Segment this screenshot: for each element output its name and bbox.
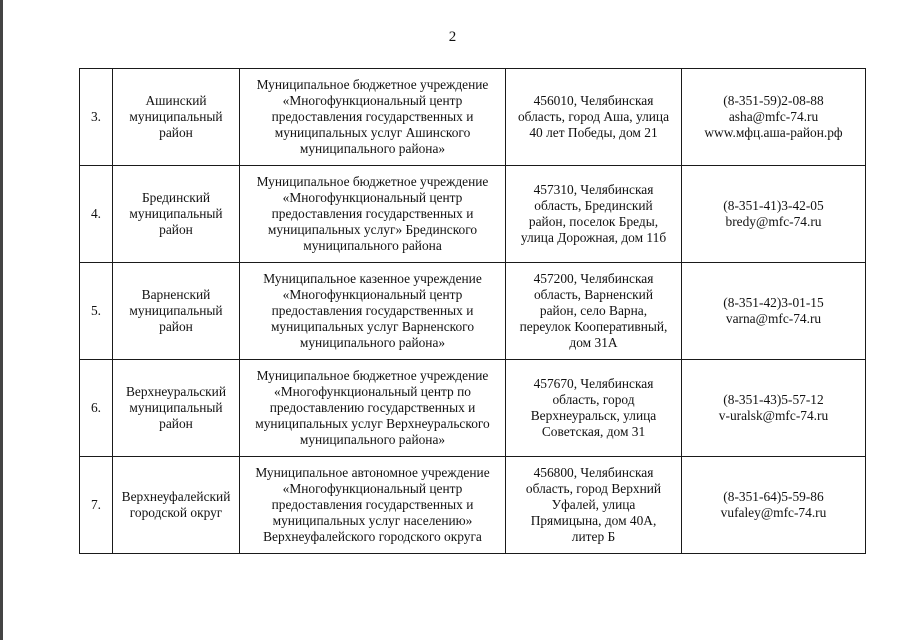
contacts-line: asha@mfc-74.ru: [728, 109, 819, 124]
address-line: литер Б: [571, 529, 616, 544]
organization-line: «Многофункциональный центр: [282, 481, 463, 496]
organization-cell: [240, 457, 506, 554]
district-line: Ашинский: [145, 93, 207, 108]
organization-cell: [240, 166, 506, 263]
organization-line: «Многофункциональный центр: [282, 190, 463, 205]
row-number-cell: 4.: [80, 166, 113, 263]
address-line: 456010, Челябинская: [533, 93, 654, 108]
organization-line: муниципальных услуг» Брединского: [267, 222, 478, 237]
organization-line: предоставлению государственных и: [269, 400, 476, 415]
district-cell: [113, 263, 240, 360]
organization-line: Муниципальное автономное учреждение: [255, 465, 490, 480]
address-line: Уфалей, улица: [551, 497, 636, 512]
organization-line: предоставления государственных и: [271, 206, 474, 221]
address-line: 40 лет Победы, дом 21: [529, 125, 658, 140]
organization-cell: [240, 360, 506, 457]
contacts-cell: [682, 263, 866, 360]
registry-table-body: [80, 69, 866, 554]
organization-line: муниципального района»: [299, 335, 446, 350]
table-row: [80, 69, 866, 166]
address-cell: [506, 360, 682, 457]
contacts-line: (8-351-41)3-42-05: [723, 198, 824, 213]
contacts-cell: [682, 457, 866, 554]
address-cell: [506, 457, 682, 554]
address-line: район, поселок Бреды,: [528, 214, 659, 229]
district-line: Брединский: [141, 190, 211, 205]
organization-line: предоставления государственных и: [271, 109, 474, 124]
table-row: [80, 457, 866, 554]
address-line: область, город: [552, 392, 635, 407]
contacts-line: (8-351-43)5-57-12: [723, 392, 824, 407]
contacts-cell: [682, 69, 866, 166]
district-cell: [113, 69, 240, 166]
table-row: [80, 360, 866, 457]
district-line: район: [159, 222, 193, 237]
address-line: улица Дорожная, дом 11б: [520, 230, 667, 245]
district-line: муниципальный: [129, 400, 223, 415]
row-number-cell: 3.: [80, 69, 113, 166]
organization-line: Муниципальное бюджетное учреждение: [256, 368, 489, 383]
organization-cell: [240, 69, 506, 166]
organization-line: муниципального района»: [299, 141, 446, 156]
organization-line: муниципального района: [303, 238, 442, 253]
contacts-line: (8-351-64)5-59-86: [723, 489, 824, 504]
address-line: 457200, Челябинская: [533, 271, 654, 286]
address-cell: [506, 263, 682, 360]
district-line: Верхнеуральский: [125, 384, 227, 399]
page-number: 2: [448, 29, 457, 45]
district-line: Варненский: [141, 287, 211, 302]
contacts-cell: [682, 360, 866, 457]
organization-line: Муниципальное бюджетное учреждение: [256, 77, 489, 92]
district-line: район: [159, 319, 193, 334]
address-line: Советская, дом 31: [541, 424, 646, 439]
contacts-cell: [682, 166, 866, 263]
organization-line: Муниципальное бюджетное учреждение: [256, 174, 489, 189]
address-line: 456800, Челябинская: [533, 465, 654, 480]
district-line: район: [159, 125, 193, 140]
contacts-line: vufaley@mfc-74.ru: [720, 505, 827, 520]
address-line: район, село Варна,: [539, 303, 648, 318]
district-line: муниципальный: [129, 303, 223, 318]
row-number-cell: 7.: [80, 457, 113, 554]
district-line: муниципальный: [129, 206, 223, 221]
table-row: [80, 263, 866, 360]
organization-line: «Многофункциональный центр: [282, 93, 463, 108]
address-line: 457670, Челябинская: [533, 376, 654, 391]
address-line: область, Брединский: [534, 198, 653, 213]
organization-line: муниципальных услуг населению»: [272, 513, 473, 528]
organization-cell: [240, 263, 506, 360]
address-cell: [506, 166, 682, 263]
organization-line: муниципальных услуг Ашинского: [274, 125, 471, 140]
row-number-cell: 6.: [80, 360, 113, 457]
organization-line: предоставления государственных и: [271, 497, 474, 512]
address-line: область, город Аша, улица: [517, 109, 670, 124]
organization-line: «Многофункциональный центр по: [274, 384, 471, 399]
district-line: район: [159, 416, 193, 431]
organization-line: муниципального района»: [299, 432, 446, 447]
address-line: переулок Кооперативный,: [519, 319, 668, 334]
contacts-line: bredy@mfc-74.ru: [725, 214, 822, 229]
address-cell: [506, 69, 682, 166]
address-line: Верхнеуральск, улица: [530, 408, 657, 423]
organization-line: Муниципальное казенное учреждение: [263, 271, 482, 286]
district-cell: [113, 457, 240, 554]
address-line: дом 31А: [569, 335, 618, 350]
row-number-cell: 5.: [80, 263, 113, 360]
scan-edge-line: [0, 0, 3, 640]
table-row: [80, 166, 866, 263]
district-cell: [113, 166, 240, 263]
address-line: область, Варненский: [533, 287, 654, 302]
district-line: муниципальный: [129, 109, 223, 124]
district-cell: [113, 360, 240, 457]
contacts-line: (8-351-42)3-01-15: [723, 295, 824, 310]
organization-line: предоставления государственных и: [271, 303, 474, 318]
district-line: городской округ: [129, 505, 223, 520]
contacts-line: www.мфц.аша-район.рф: [704, 125, 843, 140]
organization-line: Верхнеуфалейского городского округа: [263, 529, 482, 544]
district-line: Верхнеуфалейский: [121, 489, 231, 504]
address-line: 457310, Челябинская: [533, 182, 654, 197]
organization-line: «Многофункциональный центр: [282, 287, 463, 302]
contacts-line: varna@mfc-74.ru: [725, 311, 822, 326]
address-line: область, город Верхний: [525, 481, 662, 496]
organization-line: муниципальных услуг Варненского: [270, 319, 475, 334]
mfc-registry-table: [79, 68, 866, 554]
contacts-line: (8-351-59)2-08-88: [723, 93, 824, 108]
address-line: Прямицына, дом 40А,: [530, 513, 657, 528]
organization-line: муниципальных услуг Верхнеуральского: [255, 416, 490, 431]
contacts-line: v-uralsk@mfc-74.ru: [718, 408, 829, 423]
